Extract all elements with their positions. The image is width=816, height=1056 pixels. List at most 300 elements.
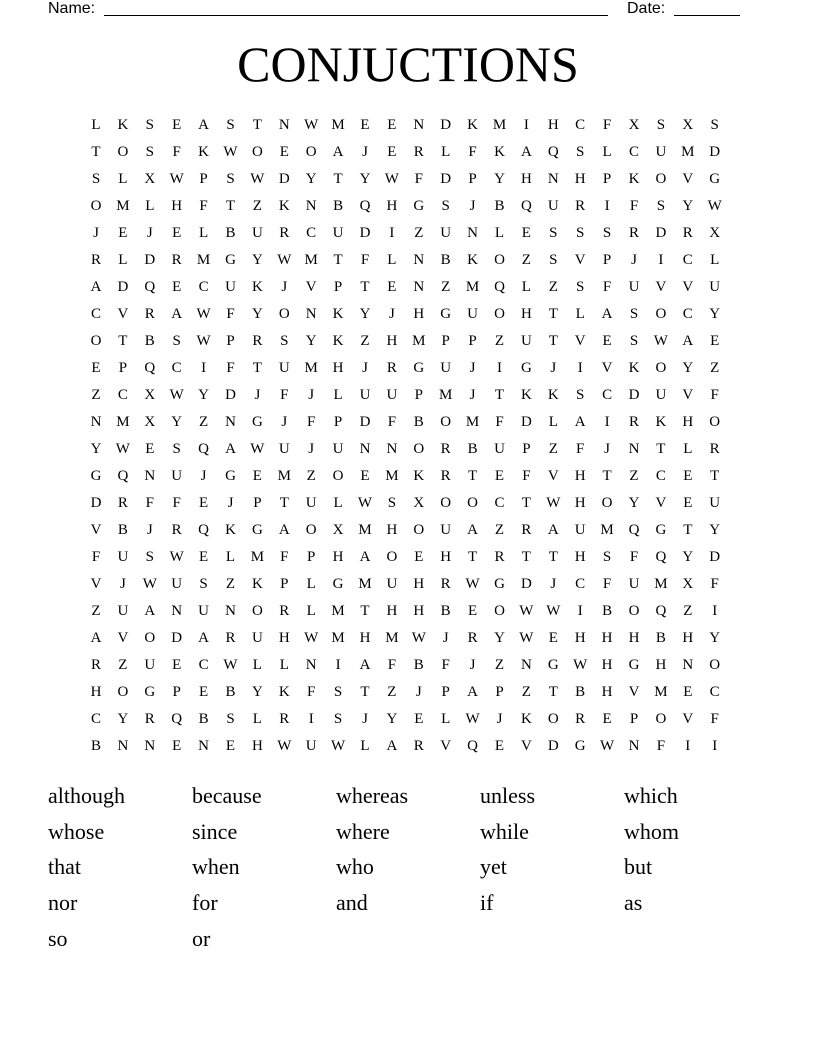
- grid-letter: T: [118, 333, 128, 349]
- grid-letter: M: [250, 549, 265, 565]
- grid-letter: S: [145, 144, 154, 160]
- grid-letter: Q: [359, 198, 371, 214]
- grid-letter: E: [279, 144, 289, 160]
- grid-letter: E: [683, 495, 693, 511]
- grid-letter: F: [602, 117, 612, 133]
- grid-letter: Q: [171, 711, 183, 727]
- grid-letter: F: [710, 576, 719, 592]
- grid-letter: T: [494, 387, 505, 403]
- grid-letter: J: [550, 360, 557, 376]
- grid-letter: P: [118, 360, 128, 376]
- grid-letter: H: [332, 549, 344, 565]
- grid-letter: M: [465, 279, 480, 295]
- grid-letter: N: [359, 441, 371, 457]
- grid-letter: D: [171, 630, 183, 646]
- grid-letter: L: [252, 711, 262, 727]
- grid-letter: S: [576, 279, 585, 295]
- grid-letter: W: [169, 549, 184, 565]
- grid-letter: Z: [360, 333, 370, 349]
- grid-letter: O: [386, 549, 398, 565]
- grid-letter: Z: [306, 468, 316, 484]
- grid-letter: E: [172, 225, 182, 241]
- grid-letter: F: [522, 468, 531, 484]
- grid-letter: F: [145, 495, 154, 511]
- grid-letter: X: [682, 117, 694, 133]
- grid-letter: C: [682, 252, 693, 268]
- grid-letter: E: [199, 495, 209, 511]
- grid-letter: U: [117, 549, 129, 565]
- grid-letter: Y: [359, 171, 371, 187]
- grid-letter: W: [304, 630, 319, 646]
- grid-letter: S: [629, 333, 639, 349]
- grid-letter: F: [172, 495, 181, 511]
- grid-letter: U: [332, 225, 344, 241]
- grid-letter: V: [574, 333, 586, 349]
- grid-row: [83, 520, 729, 547]
- grid-letter: L: [225, 549, 236, 565]
- grid-letter: P: [441, 333, 450, 349]
- grid-letter: T: [521, 549, 531, 565]
- grid-letter: S: [333, 684, 343, 700]
- grid-letter: O: [251, 144, 263, 160]
- grid-letter: J: [469, 657, 476, 673]
- grid-letter: Y: [386, 711, 398, 727]
- grid-letter: S: [199, 576, 208, 592]
- grid-letter: N: [225, 414, 236, 430]
- grid-letter: W: [169, 387, 184, 403]
- grid-letter: D: [709, 549, 721, 565]
- grid-letter: G: [494, 576, 505, 592]
- grid-letter: C: [575, 117, 586, 133]
- grid-letter: G: [251, 414, 263, 430]
- grid-letter: D: [359, 414, 371, 430]
- grid-row: [83, 142, 729, 169]
- grid-letter: L: [441, 711, 451, 727]
- grid-letter: E: [387, 279, 397, 295]
- grid-letter: E: [172, 657, 182, 673]
- grid-letter: J: [227, 495, 234, 511]
- grid-letter: E: [199, 549, 209, 565]
- grid-letter: E: [252, 468, 262, 484]
- grid-letter: I: [389, 225, 395, 241]
- grid-letter: T: [683, 522, 693, 538]
- grid-letter: E: [414, 549, 424, 565]
- grid-letter: W: [223, 657, 238, 673]
- grid-letter: R: [171, 522, 182, 538]
- grid-letter: U: [332, 441, 344, 457]
- grid-letter: A: [574, 414, 586, 430]
- word-bank-item: as: [624, 890, 643, 916]
- grid-letter: E: [387, 144, 397, 160]
- grid-letter: U: [251, 630, 263, 646]
- grid-letter: G: [413, 360, 425, 376]
- grid-letter: Q: [144, 360, 156, 376]
- grid-letter: N: [520, 657, 532, 673]
- grid-letter: A: [359, 549, 371, 565]
- word-bank-item: when: [192, 854, 240, 880]
- grid-letter: G: [628, 657, 640, 673]
- page-title: CONJUCTIONS: [237, 36, 579, 92]
- grid-letter: E: [387, 117, 397, 133]
- grid-letter: M: [600, 522, 614, 538]
- grid-letter: W: [573, 657, 588, 673]
- grid-letter: Q: [494, 279, 505, 295]
- grid-letter: M: [492, 117, 507, 133]
- grid-letter: H: [413, 306, 425, 322]
- word-bank-item: for: [192, 890, 218, 916]
- grid-letter: L: [602, 144, 612, 160]
- grid-letter: R: [144, 711, 155, 727]
- grid-letter: B: [655, 630, 666, 646]
- grid-letter: E: [548, 630, 558, 646]
- grid-letter: W: [707, 198, 722, 214]
- grid-letter: F: [602, 279, 612, 295]
- grid-letter: R: [117, 495, 128, 511]
- grid-letter: I: [577, 360, 583, 376]
- grid-row: [83, 412, 729, 439]
- grid-letter: M: [304, 360, 318, 376]
- grid-letter: P: [468, 171, 477, 187]
- grid-letter: N: [413, 117, 425, 133]
- grid-row: [83, 385, 729, 412]
- grid-letter: U: [440, 360, 452, 376]
- grid-letter: Q: [628, 522, 640, 538]
- grid-letter: U: [305, 495, 317, 511]
- word-bank-item: who: [336, 854, 374, 880]
- grid-row: [83, 439, 729, 466]
- grid-letter: J: [200, 468, 207, 484]
- word-bank-item: or: [192, 925, 211, 951]
- grid-letter: Z: [548, 441, 558, 457]
- grid-letter: J: [254, 387, 261, 403]
- grid-letter: U: [709, 495, 721, 511]
- grid-letter: A: [467, 684, 479, 700]
- grid-letter: G: [225, 468, 236, 484]
- date-label: Date:: [627, 0, 666, 17]
- grid-letter: H: [440, 549, 452, 565]
- word-bank-item: whom: [624, 818, 679, 844]
- grid-letter: Z: [494, 333, 505, 349]
- word-bank-item: but: [624, 854, 653, 880]
- grid-letter: J: [442, 630, 449, 646]
- grid-letter: P: [253, 495, 262, 511]
- grid-row: [83, 547, 729, 574]
- word-bank-item: unless: [480, 783, 535, 808]
- grid-letter: T: [360, 279, 370, 295]
- grid-letter: P: [280, 576, 289, 592]
- grid-letter: A: [520, 144, 532, 160]
- grid-letter: I: [658, 252, 664, 268]
- grid-letter: F: [495, 414, 504, 430]
- grid-letter: O: [90, 198, 102, 214]
- grid-letter: H: [574, 495, 586, 511]
- grid-row: [83, 331, 729, 358]
- grid-letter: M: [331, 117, 345, 133]
- grid-letter: E: [494, 468, 505, 484]
- grid-letter: I: [308, 711, 314, 727]
- grid-row: [83, 628, 729, 655]
- grid-letter: L: [118, 252, 128, 268]
- grid-letter: W: [519, 630, 534, 646]
- grid-letter: V: [117, 306, 129, 322]
- grid-letter: M: [358, 522, 372, 538]
- grid-letter: N: [413, 252, 425, 268]
- grid-letter: V: [628, 684, 640, 700]
- grid-letter: S: [226, 171, 235, 187]
- grid-letter: A: [198, 630, 210, 646]
- grid-letter: G: [332, 576, 344, 592]
- grid-letter: J: [362, 711, 368, 727]
- grid-letter: A: [682, 333, 694, 349]
- grid-letter: V: [440, 738, 452, 754]
- grid-letter: H: [628, 630, 640, 646]
- grid-row: [83, 304, 729, 331]
- grid-letter: O: [655, 171, 667, 187]
- grid-letter: P: [172, 684, 181, 700]
- grid-letter: P: [602, 252, 612, 268]
- grid-letter: E: [172, 117, 182, 133]
- grid-letter: B: [144, 333, 155, 349]
- grid-letter: N: [117, 738, 129, 754]
- grid-letter: R: [413, 144, 424, 160]
- grid-letter: G: [655, 522, 667, 538]
- grid-letter: E: [145, 441, 155, 457]
- grid-letter: S: [333, 711, 343, 727]
- grid-letter: Y: [682, 198, 694, 214]
- grid-letter: R: [521, 522, 532, 538]
- grid-letter: U: [547, 198, 559, 214]
- grid-letter: L: [252, 657, 262, 673]
- grid-letter: H: [90, 684, 102, 700]
- grid-letter: J: [604, 441, 611, 457]
- grid-letter: U: [440, 225, 452, 241]
- grid-letter: J: [308, 387, 315, 403]
- grid-letter: A: [278, 522, 290, 538]
- grid-letter: W: [196, 306, 211, 322]
- grid-letter: R: [90, 252, 101, 268]
- grid-letter: E: [225, 738, 236, 754]
- grid-letter: E: [199, 684, 209, 700]
- grid-letter: I: [497, 360, 502, 376]
- grid-letter: E: [172, 738, 182, 754]
- grid-letter: Q: [144, 279, 156, 295]
- grid-letter: C: [494, 495, 505, 511]
- grid-letter: S: [145, 549, 154, 565]
- grid-letter: K: [278, 198, 290, 214]
- grid-letter: Y: [709, 630, 721, 646]
- grid-letter: L: [333, 387, 343, 403]
- grid-letter: Z: [710, 360, 720, 376]
- grid-letter: A: [144, 603, 156, 619]
- grid-letter: W: [384, 171, 399, 187]
- grid-letter: A: [467, 522, 479, 538]
- grid-letter: M: [439, 387, 453, 403]
- grid-letter: K: [413, 468, 425, 484]
- grid-letter: C: [198, 657, 209, 673]
- grid-letter: Z: [521, 684, 531, 700]
- grid-letter: O: [332, 468, 344, 484]
- grid-letter: F: [441, 657, 450, 673]
- grid-letter: K: [332, 306, 344, 322]
- grid-letter: O: [251, 603, 263, 619]
- grid-letter: Y: [251, 306, 263, 322]
- grid-letter: P: [495, 684, 504, 700]
- grid-letter: W: [277, 738, 292, 754]
- grid-letter: B: [333, 198, 344, 214]
- grid-letter: Q: [467, 738, 479, 754]
- grid-letter: W: [277, 252, 292, 268]
- grid-letter: X: [332, 522, 344, 538]
- grid-letter: Q: [520, 198, 532, 214]
- grid-letter: T: [602, 468, 612, 484]
- grid-letter: F: [226, 306, 235, 322]
- grid-letter: O: [305, 144, 317, 160]
- grid-letter: U: [628, 576, 640, 592]
- grid-letter: V: [305, 279, 317, 295]
- grid-letter: N: [305, 306, 317, 322]
- grid-letter: G: [574, 738, 586, 754]
- grid-letter: Y: [251, 252, 263, 268]
- grid-letter: P: [414, 387, 423, 403]
- grid-letter: M: [358, 576, 372, 592]
- word-bank-item: whereas: [336, 783, 409, 808]
- grid-letter: T: [333, 171, 343, 187]
- grid-letter: E: [468, 603, 478, 619]
- grid-letter: O: [628, 603, 640, 619]
- grid-letter: J: [146, 225, 153, 241]
- grid-letter: T: [279, 495, 289, 511]
- grid-letter: R: [413, 738, 424, 754]
- grid-letter: V: [90, 522, 102, 538]
- grid-letter: F: [280, 387, 289, 403]
- grid-letter: H: [278, 630, 290, 646]
- grid-letter: A: [547, 522, 559, 538]
- grid-letter: U: [386, 387, 398, 403]
- grid-letter: J: [550, 576, 557, 592]
- word-bank-item: nor: [48, 890, 78, 916]
- grid-letter: J: [119, 576, 126, 592]
- grid-letter: R: [279, 603, 290, 619]
- grid-letter: F: [602, 576, 612, 592]
- grid-letter: I: [523, 117, 529, 133]
- grid-letter: V: [520, 738, 532, 754]
- grid-letter: U: [574, 522, 586, 538]
- grid-letter: G: [520, 360, 532, 376]
- grid-letter: M: [196, 252, 211, 268]
- grid-letter: Z: [441, 279, 451, 295]
- grid-letter: U: [171, 468, 183, 484]
- grid-letter: L: [494, 225, 505, 241]
- grid-letter: W: [196, 333, 211, 349]
- grid-letter: T: [548, 549, 558, 565]
- grid-letter: F: [280, 549, 289, 565]
- grid-letter: E: [521, 225, 531, 241]
- grid-letter: R: [279, 225, 290, 241]
- grid-letter: O: [655, 360, 667, 376]
- grid-letter: G: [144, 684, 156, 700]
- grid-letter: L: [279, 657, 289, 673]
- grid-letter: I: [712, 738, 718, 754]
- grid-letter: H: [574, 468, 586, 484]
- grid-letter: U: [359, 387, 371, 403]
- word-bank-item: which: [624, 783, 678, 808]
- name-line: [104, 15, 608, 16]
- grid-letter: S: [172, 441, 181, 457]
- grid-letter: K: [628, 171, 640, 187]
- grid-letter: G: [440, 306, 452, 322]
- grid-letter: X: [144, 171, 156, 187]
- grid-letter: F: [629, 549, 639, 565]
- grid-letter: W: [411, 630, 426, 646]
- grid-letter: U: [144, 657, 156, 673]
- grid-letter: R: [440, 468, 451, 484]
- grid-letter: I: [577, 603, 583, 619]
- grid-letter: Q: [655, 603, 667, 619]
- grid-letter: L: [521, 279, 531, 295]
- grid-letter: X: [413, 495, 425, 511]
- grid-letter: B: [225, 684, 236, 700]
- grid-letter: M: [465, 414, 480, 430]
- grid-letter: Q: [117, 468, 129, 484]
- grid-row: [83, 709, 729, 736]
- grid-letter: K: [117, 117, 129, 133]
- grid-row: [83, 277, 729, 304]
- word-bank-item: and: [336, 890, 368, 916]
- grid-letter: W: [250, 171, 265, 187]
- grid-letter: N: [144, 738, 156, 754]
- word-bank: [48, 780, 768, 958]
- grid-letter: W: [546, 495, 561, 511]
- grid-letter: R: [494, 549, 505, 565]
- word-search-grid: [83, 115, 729, 763]
- grid-letter: T: [656, 441, 666, 457]
- grid-letter: B: [494, 198, 505, 214]
- grid-letter: G: [90, 468, 102, 484]
- grid-letter: V: [682, 171, 694, 187]
- grid-letter: O: [709, 657, 721, 673]
- grid-letter: H: [655, 657, 667, 673]
- grid-letter: R: [225, 630, 236, 646]
- grid-letter: W: [465, 711, 480, 727]
- word-bank-item: since: [192, 818, 238, 844]
- grid-letter: L: [306, 576, 316, 592]
- grid-letter: O: [440, 495, 452, 511]
- grid-letter: A: [90, 630, 102, 646]
- grid-letter: J: [308, 441, 315, 457]
- word-bank-item: that: [48, 854, 81, 880]
- grid-letter: O: [90, 333, 102, 349]
- grid-letter: Y: [305, 333, 317, 349]
- word-bank-item: if: [480, 890, 494, 916]
- grid-letter: W: [653, 333, 668, 349]
- grid-letter: P: [333, 279, 343, 295]
- grid-letter: J: [362, 144, 368, 160]
- grid-letter: F: [199, 198, 208, 214]
- grid-row: [83, 196, 729, 223]
- grid-letter: B: [602, 603, 613, 619]
- grid-letter: M: [681, 144, 695, 160]
- grid-letter: T: [252, 360, 262, 376]
- grid-letter: O: [655, 306, 667, 322]
- grid-letter: V: [547, 468, 559, 484]
- grid-letter: Q: [198, 522, 210, 538]
- grid-letter: W: [223, 144, 238, 160]
- grid-letter: F: [172, 144, 181, 160]
- word-bank-item: yet: [480, 854, 507, 880]
- grid-row: [83, 574, 729, 601]
- grid-letter: C: [628, 144, 639, 160]
- grid-letter: J: [496, 711, 503, 727]
